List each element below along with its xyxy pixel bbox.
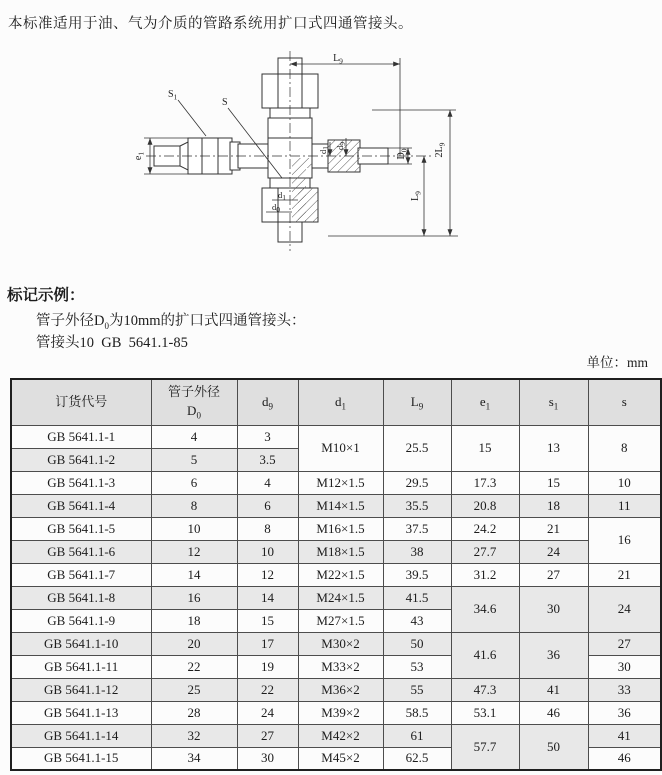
- cell-s: 21: [588, 563, 661, 586]
- cell-d9: 14: [237, 586, 298, 609]
- cell-e1: 24.2: [451, 517, 519, 540]
- cell-d1: M22×1.5: [298, 563, 383, 586]
- spec-table: [10, 378, 662, 771]
- cell-order-code: GB 5641.1-13: [11, 701, 151, 724]
- cell-d1: M42×2: [298, 724, 383, 747]
- table-row: [11, 425, 661, 448]
- col-header-d9: $d_9$: [237, 379, 298, 425]
- cell-s1: 36: [519, 632, 588, 678]
- cell-d1: M16×1.5: [298, 517, 383, 540]
- cell-e1: 20.8: [451, 494, 519, 517]
- cell-d0: 34: [151, 747, 237, 770]
- table-header-row: [11, 379, 661, 425]
- col-header-s: s: [588, 379, 661, 425]
- cell-s: 11: [588, 494, 661, 517]
- cell-d9: 6: [237, 494, 298, 517]
- marking-example-heading: 标记示例：: [7, 287, 85, 304]
- table-row: [11, 494, 661, 517]
- cell-order-code: GB 5641.1-12: [11, 678, 151, 701]
- unit-note: 单位：mm: [586, 355, 648, 370]
- cell-l9: 38: [383, 540, 451, 563]
- cell-d1: M39×2: [298, 701, 383, 724]
- cell-l9: 50: [383, 632, 451, 655]
- table-row: [11, 517, 661, 540]
- cell-l9: 53: [383, 655, 451, 678]
- table-row: [11, 701, 661, 724]
- cell-d9: 30: [237, 747, 298, 770]
- cell-order-code: GB 5641.1-2: [11, 448, 151, 471]
- cell-e1: 57.7: [451, 724, 519, 770]
- col-header-d1: $d_1$: [298, 379, 383, 425]
- intro-text: 本标准适用于油、气为介质的管路系统用扩口式四通管接头。: [8, 16, 413, 32]
- cell-e1: 47.3: [451, 678, 519, 701]
- cell-s1: 21: [519, 517, 588, 540]
- cell-d9: 24: [237, 701, 298, 724]
- cell-d0: 18: [151, 609, 237, 632]
- cell-d0: 8: [151, 494, 237, 517]
- cell-d0: 32: [151, 724, 237, 747]
- cell-s: 41: [588, 724, 661, 747]
- cell-s: 16: [588, 517, 661, 563]
- cell-d1: M36×2: [298, 678, 383, 701]
- cell-d9: 22: [237, 678, 298, 701]
- col-header-s1: $s_1$: [519, 379, 588, 425]
- cell-l9: 39.5: [383, 563, 451, 586]
- dim-label-l9-top: $L_9$: [333, 53, 343, 66]
- cell-e1: 53.1: [451, 701, 519, 724]
- cell-s: 8: [588, 425, 661, 471]
- cell-l9: 61: [383, 724, 451, 747]
- col-header-order-code: 订货代号: [11, 379, 151, 425]
- dim-label-l9-right: $L_9$: [410, 191, 423, 201]
- cell-order-code: GB 5641.1-6: [11, 540, 151, 563]
- cell-d0: 4: [151, 425, 237, 448]
- cell-d1: M12×1.5: [298, 471, 383, 494]
- cell-d9: 3: [237, 425, 298, 448]
- cell-order-code: GB 5641.1-1: [11, 425, 151, 448]
- cell-d1: M18×1.5: [298, 540, 383, 563]
- cell-d9: 19: [237, 655, 298, 678]
- cell-d9: 8: [237, 517, 298, 540]
- cell-order-code: GB 5641.1-5: [11, 517, 151, 540]
- dim-label-d9-right: d9: [335, 142, 347, 150]
- cell-s: 33: [588, 678, 661, 701]
- cell-l9: 41.5: [383, 586, 451, 609]
- cell-e1: 31.2: [451, 563, 519, 586]
- cell-e1: 15: [451, 425, 519, 471]
- cell-d9: 17: [237, 632, 298, 655]
- cell-d1: M33×2: [298, 655, 383, 678]
- cell-e1: 27.7: [451, 540, 519, 563]
- cell-e1: 17.3: [451, 471, 519, 494]
- cell-order-code: GB 5641.1-9: [11, 609, 151, 632]
- table-row: [11, 540, 661, 563]
- cell-d9: 3.5: [237, 448, 298, 471]
- cell-s1: 41: [519, 678, 588, 701]
- col-header-e1: $e_1$: [451, 379, 519, 425]
- cell-s1: 50: [519, 724, 588, 770]
- cell-d9: 15: [237, 609, 298, 632]
- cell-s: 30: [588, 655, 661, 678]
- dim-label-d1-bottom: d1: [278, 190, 286, 202]
- cell-d0: 20: [151, 632, 237, 655]
- cell-d1: M30×2: [298, 632, 383, 655]
- cell-d0: 22: [151, 655, 237, 678]
- col-header-pipe-od: 管子外径 $D_0$: [151, 379, 237, 425]
- dim-label-2l9: $2L_9$: [434, 142, 447, 158]
- cell-s1: 24: [519, 540, 588, 563]
- cell-s1: 27: [519, 563, 588, 586]
- cell-s: 27: [588, 632, 661, 655]
- cell-s: 36: [588, 701, 661, 724]
- cell-d9: 27: [237, 724, 298, 747]
- cell-l9: 62.5: [383, 747, 451, 770]
- cell-l9: 55: [383, 678, 451, 701]
- cell-l9: 43: [383, 609, 451, 632]
- marking-example-line2: 管接头10 GB 5641.1-85: [36, 335, 188, 351]
- table-row: [11, 724, 661, 747]
- cell-order-code: GB 5641.1-15: [11, 747, 151, 770]
- cell-d0: 10: [151, 517, 237, 540]
- technical-diagram: [132, 46, 472, 281]
- table-row: [11, 471, 661, 494]
- cell-order-code: GB 5641.1-11: [11, 655, 151, 678]
- cell-s1: 15: [519, 471, 588, 494]
- cell-order-code: GB 5641.1-10: [11, 632, 151, 655]
- cell-order-code: GB 5641.1-3: [11, 471, 151, 494]
- table-row: [11, 563, 661, 586]
- cell-d1: M27×1.5: [298, 609, 383, 632]
- cell-s1: 18: [519, 494, 588, 517]
- cell-d1: M24×1.5: [298, 586, 383, 609]
- dim-label-s: S: [222, 97, 228, 108]
- dim-label-D0: $D_0$: [396, 148, 409, 160]
- table-row: [11, 632, 661, 655]
- cell-l9: 58.5: [383, 701, 451, 724]
- cell-order-code: GB 5641.1-8: [11, 586, 151, 609]
- cell-d0: 25: [151, 678, 237, 701]
- cell-d9: 12: [237, 563, 298, 586]
- cell-d9: 10: [237, 540, 298, 563]
- cell-l9: 35.5: [383, 494, 451, 517]
- cell-s: 46: [588, 747, 661, 770]
- cell-d1: M45×2: [298, 747, 383, 770]
- cell-d0: 14: [151, 563, 237, 586]
- cell-order-code: GB 5641.1-7: [11, 563, 151, 586]
- cell-s1: 46: [519, 701, 588, 724]
- dim-label-d1-right: d1: [318, 146, 330, 154]
- cell-s1: 13: [519, 425, 588, 471]
- cell-s1: 30: [519, 586, 588, 632]
- cell-s: 10: [588, 471, 661, 494]
- dim-label-s1: $S_1$: [168, 89, 178, 102]
- cell-l9: 25.5: [383, 425, 451, 471]
- cell-d0: 28: [151, 701, 237, 724]
- cell-d0: 5: [151, 448, 237, 471]
- cell-e1: 41.6: [451, 632, 519, 678]
- table-row: [11, 586, 661, 609]
- table-row: [11, 678, 661, 701]
- col-header-l9: $L_9$: [383, 379, 451, 425]
- marking-example-line1: 管子外径$D_0$为10mm的扩口式四通管接头：: [36, 313, 306, 331]
- cell-l9: 37.5: [383, 517, 451, 540]
- cell-s: 24: [588, 586, 661, 632]
- cell-d0: 16: [151, 586, 237, 609]
- cell-d1: M10×1: [298, 425, 383, 471]
- cell-order-code: GB 5641.1-14: [11, 724, 151, 747]
- dim-label-d0-bottom: d0: [272, 202, 280, 214]
- cell-l9: 29.5: [383, 471, 451, 494]
- cell-d0: 12: [151, 540, 237, 563]
- cell-e1: 34.6: [451, 586, 519, 632]
- cell-d9: 4: [237, 471, 298, 494]
- dim-label-e1: $e_1$: [133, 151, 146, 161]
- cell-order-code: GB 5641.1-4: [11, 494, 151, 517]
- cell-d1: M14×1.5: [298, 494, 383, 517]
- cell-d0: 6: [151, 471, 237, 494]
